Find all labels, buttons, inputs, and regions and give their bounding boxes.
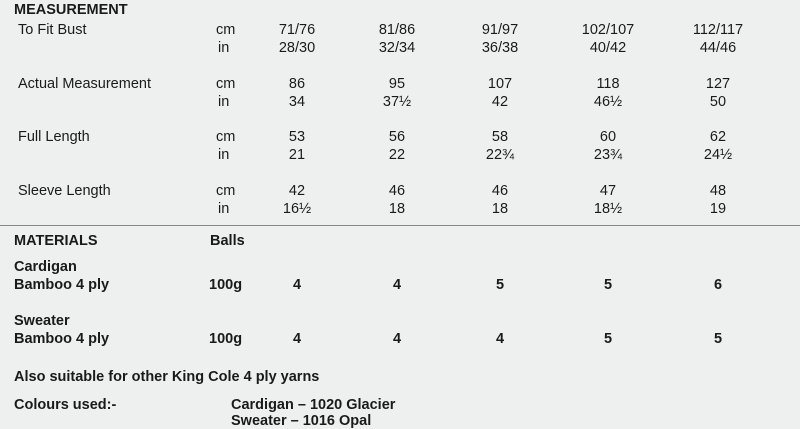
- ball-count: 5: [495, 277, 505, 293]
- ball-count: 5: [603, 277, 613, 293]
- ball-count: 4: [292, 331, 302, 347]
- suitability-note: Also suitable for other King Cole 4 ply yarns: [14, 369, 320, 385]
- cell: 32/34: [378, 40, 416, 56]
- cell: 118: [596, 76, 620, 92]
- materials-heading: MATERIALS: [14, 233, 98, 249]
- cell: 56: [388, 129, 406, 145]
- ball-count: 5: [603, 331, 613, 347]
- section-divider: [0, 225, 800, 226]
- material-sweater-weight: 100g: [209, 331, 243, 347]
- cell: 53: [288, 129, 306, 145]
- material-cardigan-line2: Bamboo 4 ply: [14, 277, 110, 293]
- cell: 48: [709, 183, 727, 199]
- cell: 46: [388, 183, 406, 199]
- cell: 91/97: [481, 22, 519, 38]
- cell: 16½: [282, 201, 312, 217]
- cell: 50: [709, 94, 727, 110]
- unit-in: in: [218, 40, 230, 56]
- unit-in: in: [218, 94, 230, 110]
- cell: 44/46: [699, 40, 737, 56]
- row-label-full-length: Full Length: [18, 129, 90, 145]
- unit-cm: cm: [216, 129, 236, 145]
- cell: 34: [288, 94, 306, 110]
- unit-in: in: [218, 147, 230, 163]
- cell: 19: [709, 201, 727, 217]
- colours-label: Colours used:-: [14, 397, 117, 413]
- material-cardigan-line1: Cardigan: [14, 259, 77, 275]
- cell: 47: [599, 183, 617, 199]
- colour-sweater: Sweater – 1016 Opal: [231, 413, 372, 429]
- cell: 40/42: [589, 40, 627, 56]
- colour-cardigan: Cardigan – 1020 Glacier: [231, 397, 396, 413]
- unit-in: in: [218, 201, 230, 217]
- cell: 36/38: [481, 40, 519, 56]
- ball-count: 6: [713, 277, 723, 293]
- cell: 102/107: [581, 22, 635, 38]
- ball-count: 4: [495, 331, 505, 347]
- cell: 86: [288, 76, 306, 92]
- row-label-actual-measurement: Actual Measurement: [18, 76, 151, 92]
- unit-cm: cm: [216, 183, 236, 199]
- cell: 42: [491, 94, 509, 110]
- ball-count: 5: [713, 331, 723, 347]
- balls-label: Balls: [210, 233, 245, 249]
- cell: 42: [288, 183, 306, 199]
- cell: 37½: [382, 94, 412, 110]
- cell: 107: [487, 76, 513, 92]
- row-label-sleeve-length: Sleeve Length: [18, 183, 111, 199]
- cell: 112/117: [692, 22, 744, 38]
- cell: 18½: [593, 201, 623, 217]
- cell: 127: [705, 76, 731, 92]
- cell: 18: [491, 201, 509, 217]
- cell: 71/76: [278, 22, 316, 38]
- ball-count: 4: [392, 331, 402, 347]
- cell: 58: [491, 129, 509, 145]
- cell: 22: [388, 147, 406, 163]
- ball-count: 4: [292, 277, 302, 293]
- cell: 24½: [703, 147, 733, 163]
- measurement-heading: MEASUREMENT: [14, 2, 128, 18]
- cell: 60: [599, 129, 617, 145]
- material-cardigan-weight: 100g: [209, 277, 243, 293]
- material-sweater-line2: Bamboo 4 ply: [14, 331, 110, 347]
- unit-cm: cm: [216, 22, 236, 38]
- cell: 81/86: [378, 22, 416, 38]
- cell: 28/30: [278, 40, 316, 56]
- cell: 23¾: [593, 147, 623, 163]
- cell: 46: [491, 183, 509, 199]
- cell: 95: [388, 76, 406, 92]
- row-label-to-fit-bust: To Fit Bust: [18, 22, 87, 38]
- unit-cm: cm: [216, 76, 236, 92]
- material-sweater-line1: Sweater: [14, 313, 70, 329]
- ball-count: 4: [392, 277, 402, 293]
- cell: 46½: [593, 94, 623, 110]
- cell: 62: [709, 129, 727, 145]
- cell: 21: [288, 147, 306, 163]
- cell: 22¾: [485, 147, 515, 163]
- cell: 18: [388, 201, 406, 217]
